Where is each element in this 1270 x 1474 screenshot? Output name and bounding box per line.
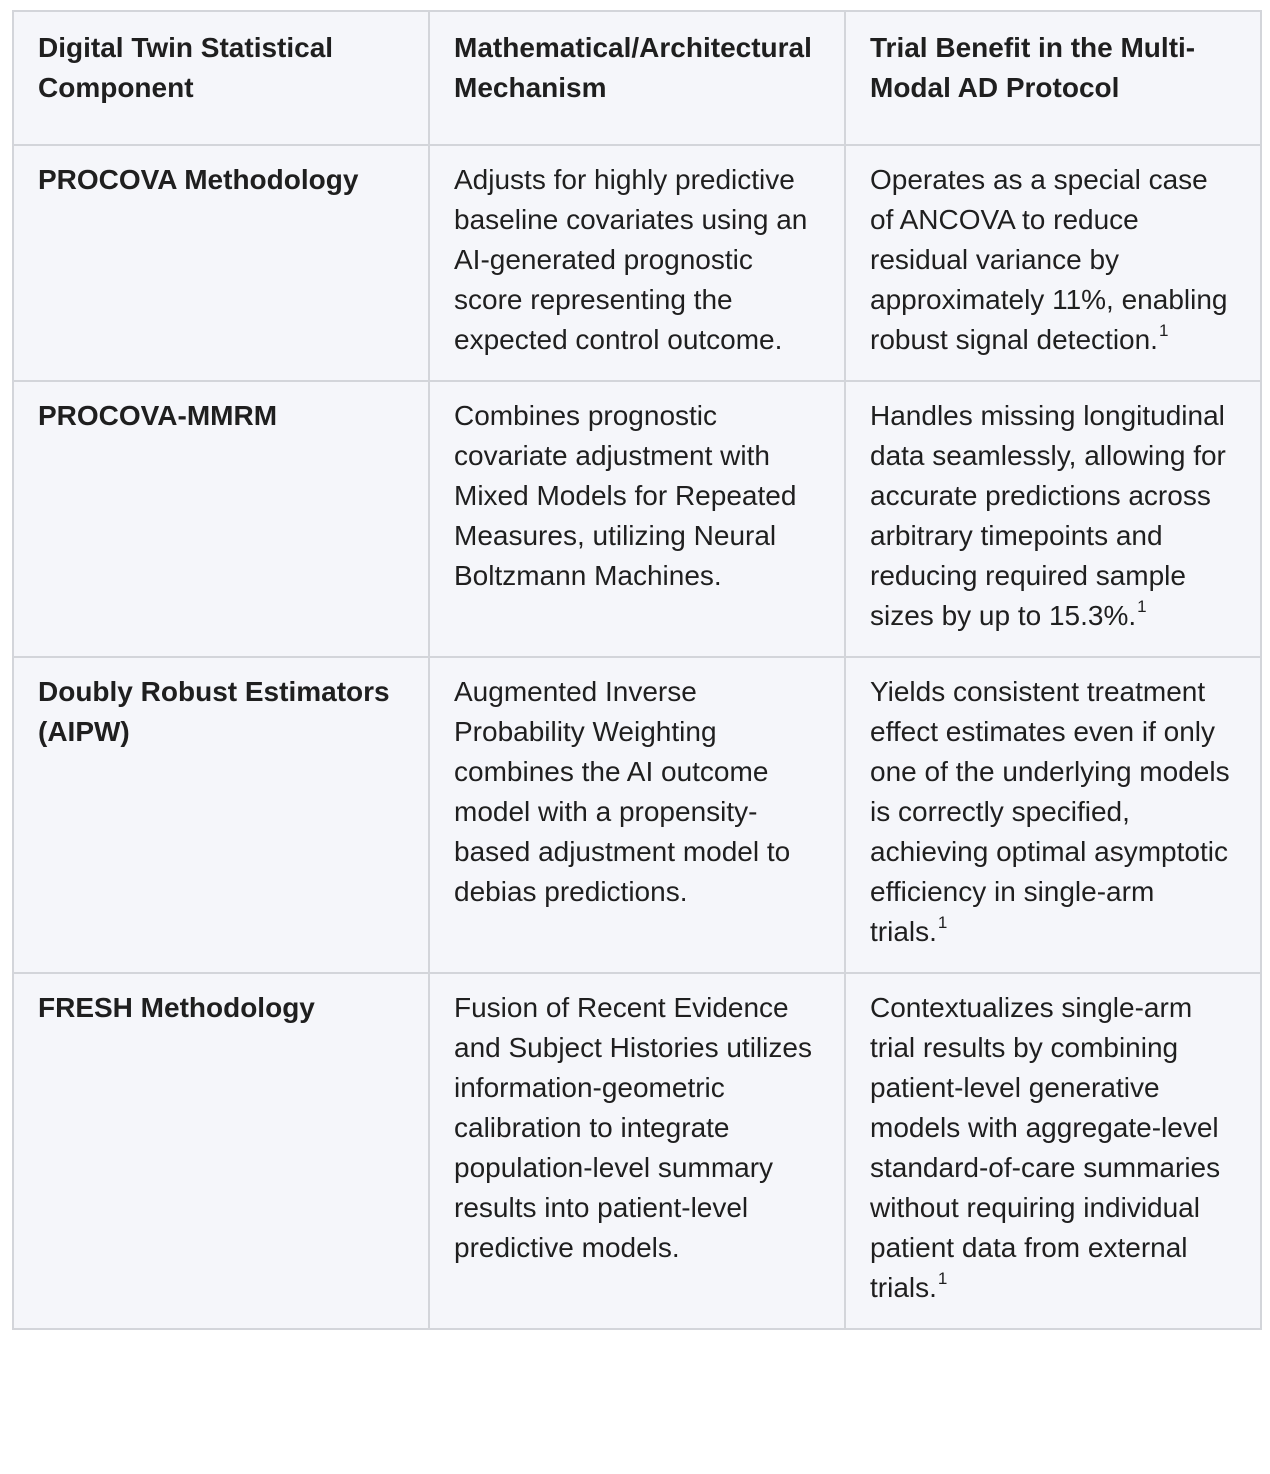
row-benefit-cell — [845, 145, 1261, 381]
citation-marker: 1 — [1158, 321, 1169, 340]
row-component: PROCOVA Methodology — [13, 145, 429, 381]
row-mechanism: Augmented Inverse Probability Weighting combines the AI outcome model with a propensity-based adjustment model to debias predictions. — [429, 657, 845, 973]
row-benefit: Handles missing longitudinal data seamlessly, allowing for accurate predictions across arbitrary timepoints and reducing required sample sizes by up to 15.3%. — [870, 400, 1226, 631]
table-header-row — [13, 11, 1261, 145]
table-row — [13, 973, 1261, 1329]
row-component: FRESH Methodology — [13, 973, 429, 1329]
comparison-table-container — [12, 10, 1260, 1330]
table-row — [13, 145, 1261, 381]
row-benefit: Yields consistent treatment effect estimates even if only one of the underlying models is correctly specified, achieving optimal asymptotic efficiency in single-arm trials. — [870, 676, 1230, 947]
table-row — [13, 381, 1261, 657]
row-benefit: Operates as a special case of ANCOVA to reduce residual variance by approximately 11%, enabling robust signal detection. — [870, 164, 1228, 355]
table-row — [13, 657, 1261, 973]
citation-marker: 1 — [937, 913, 948, 932]
digital-twin-components-table — [12, 10, 1262, 1330]
citation-marker: 1 — [1137, 597, 1147, 616]
row-benefit: Contextualizes single-arm trial results by combining patient-level generative models with aggregate-level standard-of-care summaries without requiring individual patient data from external trials. — [870, 992, 1221, 1303]
row-benefit-cell — [845, 973, 1261, 1329]
row-benefit-cell — [845, 657, 1261, 973]
row-component: Doubly Robust Estimators (AIPW) — [13, 657, 429, 973]
header-benefit: Trial Benefit in the Multi-Modal AD Protocol — [845, 11, 1261, 145]
row-mechanism: Fusion of Recent Evidence and Subject Histories utilizes information-geometric calibration to integrate population-level summary results into patient-level predictive models. — [429, 973, 845, 1329]
header-component: Digital Twin Statistical Component — [13, 11, 429, 145]
row-component: PROCOVA-MMRM — [13, 381, 429, 657]
row-mechanism: Combines prognostic covariate adjustment with Mixed Models for Repeated Measures, utilizing Neural Boltzmann Machines. — [429, 381, 845, 657]
citation-marker: 1 — [937, 1269, 948, 1288]
row-benefit-cell — [845, 381, 1261, 657]
row-mechanism: Adjusts for highly predictive baseline covariates using an AI-generated prognostic score representing the expected control outcome. — [429, 145, 845, 381]
header-mechanism: Mathematical/Architectural Mechanism — [429, 11, 845, 145]
